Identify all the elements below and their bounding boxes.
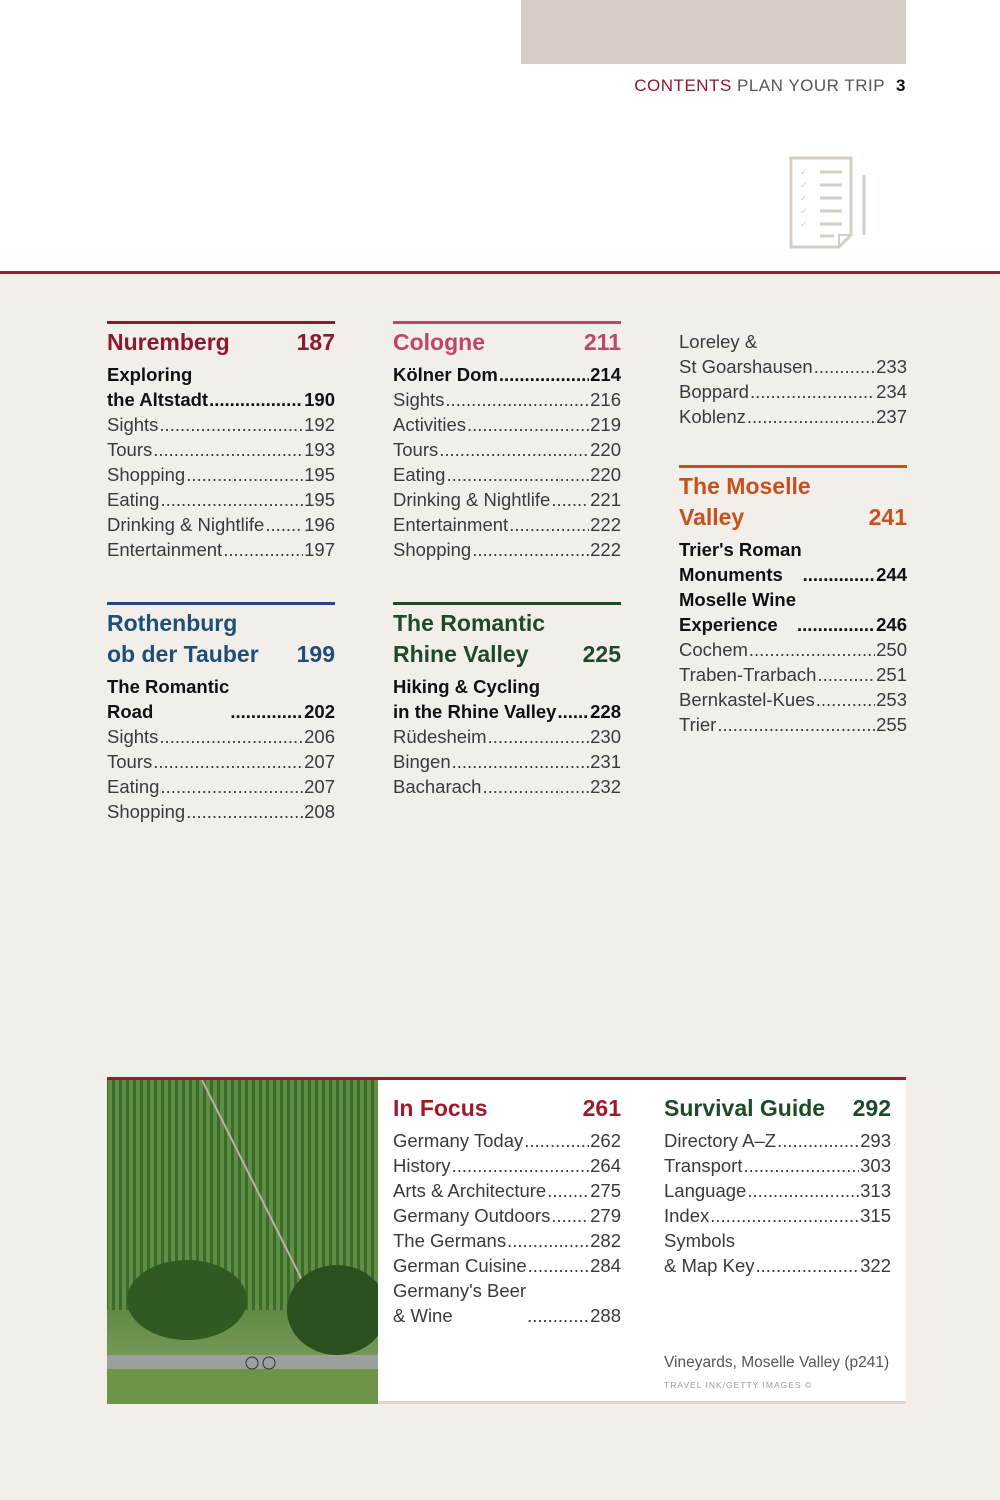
svg-text:✓: ✓ bbox=[800, 194, 808, 204]
entry-label: Directory A–Z bbox=[664, 1130, 777, 1151]
entry-page: 234 bbox=[876, 381, 907, 402]
dot-leader bbox=[750, 379, 875, 404]
dot-leader bbox=[551, 487, 589, 512]
entry-label: Boppard bbox=[679, 381, 749, 402]
checklist-icon bbox=[788, 155, 870, 251]
section-title: Survival Guide bbox=[664, 1095, 826, 1121]
bottom-panel bbox=[107, 1077, 906, 1404]
dot-leader bbox=[528, 1253, 589, 1278]
dot-leader bbox=[717, 712, 875, 737]
toc-entry[interactable] bbox=[679, 662, 907, 687]
entry-label: Eating bbox=[107, 489, 160, 510]
entry-page: 288 bbox=[590, 1305, 621, 1326]
entry-label: The Germans bbox=[393, 1230, 507, 1251]
dot-leader bbox=[223, 537, 303, 562]
entry-page: 279 bbox=[590, 1205, 621, 1226]
entry-page: 275 bbox=[590, 1180, 621, 1201]
toc-entry[interactable] bbox=[393, 724, 621, 749]
toc-entry[interactable] bbox=[393, 749, 621, 774]
dot-leader bbox=[743, 1153, 859, 1178]
column-1 bbox=[107, 321, 335, 864]
entry-label: Sights bbox=[107, 726, 159, 747]
section-title: In Focus bbox=[393, 1095, 488, 1121]
entry-label: Trier bbox=[679, 714, 717, 735]
entry-label: Drinking & Nightlife bbox=[393, 489, 551, 510]
toc-entry[interactable] bbox=[107, 437, 335, 462]
toc-entry[interactable] bbox=[393, 387, 621, 412]
section-focus bbox=[393, 1090, 621, 1328]
dot-leader bbox=[803, 562, 875, 587]
toc-entry[interactable] bbox=[393, 1128, 621, 1153]
entry-page: 262 bbox=[590, 1130, 621, 1151]
dot-leader bbox=[153, 437, 303, 462]
dot-leader bbox=[153, 749, 303, 774]
dot-leader bbox=[557, 699, 589, 724]
entry-label: Loreley & St Goarshausen bbox=[679, 331, 813, 377]
entry-page: 303 bbox=[860, 1155, 891, 1176]
toc-entry[interactable] bbox=[679, 637, 907, 662]
toc-entry[interactable] bbox=[664, 1153, 891, 1178]
svg-text:✓: ✓ bbox=[800, 168, 808, 178]
entry-page: 255 bbox=[876, 714, 907, 735]
entry-page: 251 bbox=[876, 664, 907, 685]
section-heading[interactable] bbox=[664, 1090, 891, 1124]
toc-entry[interactable] bbox=[393, 487, 621, 512]
entry-page: 282 bbox=[590, 1230, 621, 1251]
toc-entry[interactable] bbox=[679, 587, 907, 637]
toc-entry[interactable] bbox=[393, 437, 621, 462]
entry-page: 246 bbox=[876, 614, 907, 635]
svg-text:✓: ✓ bbox=[800, 207, 808, 217]
section-survival bbox=[664, 1090, 891, 1278]
dot-leader bbox=[452, 1153, 590, 1178]
entry-label: Sights bbox=[393, 389, 445, 410]
entry-label: Rüdesheim bbox=[393, 726, 487, 747]
entry-label: Drinking & Nightlife bbox=[107, 514, 265, 535]
dot-leader bbox=[507, 1228, 589, 1253]
section-rhine bbox=[393, 602, 621, 799]
section-page: 241 bbox=[868, 504, 907, 530]
dot-leader bbox=[265, 512, 303, 537]
dot-leader bbox=[524, 1128, 589, 1153]
toc-entry[interactable] bbox=[393, 1253, 621, 1278]
entry-page: 207 bbox=[304, 776, 335, 797]
toc-entry[interactable] bbox=[679, 537, 907, 587]
section-page: 187 bbox=[296, 329, 335, 355]
entry-label: Shopping bbox=[393, 539, 472, 560]
dot-leader bbox=[452, 749, 590, 774]
section-page: 225 bbox=[582, 641, 621, 667]
entry-label: Arts & Architecture bbox=[393, 1180, 547, 1201]
dot-leader bbox=[446, 462, 589, 487]
dot-leader bbox=[816, 687, 875, 712]
vineyard-photo bbox=[107, 1080, 378, 1404]
entry-label: Koblenz bbox=[679, 406, 746, 427]
section-nuremberg bbox=[107, 321, 335, 562]
entry-page: 219 bbox=[590, 414, 621, 435]
column-2 bbox=[393, 321, 621, 839]
entry-page: 293 bbox=[860, 1130, 891, 1151]
entry-page: 220 bbox=[590, 464, 621, 485]
entry-page: 193 bbox=[304, 439, 335, 460]
entry-label: Exploring the Altstadt bbox=[107, 364, 209, 410]
entry-label: Bingen bbox=[393, 751, 451, 772]
entry-page: 253 bbox=[876, 689, 907, 710]
dot-leader bbox=[527, 1303, 589, 1328]
section-heading[interactable] bbox=[679, 468, 907, 533]
entry-label: Traben-Trarbach bbox=[679, 664, 817, 685]
toc-entry[interactable] bbox=[107, 462, 335, 487]
toc-entry[interactable] bbox=[393, 674, 621, 724]
entry-label: Moselle Wine Experience bbox=[679, 589, 797, 635]
toc-entry[interactable] bbox=[107, 749, 335, 774]
toc-entry[interactable] bbox=[679, 404, 907, 429]
entry-page: 250 bbox=[876, 639, 907, 660]
section-heading[interactable] bbox=[107, 605, 335, 670]
entry-label: Transport bbox=[664, 1155, 743, 1176]
section-title: Nuremberg bbox=[107, 329, 230, 355]
section-label: PLAN YOUR TRIP bbox=[737, 76, 885, 95]
dot-leader bbox=[445, 387, 589, 412]
toc-entry[interactable] bbox=[107, 362, 335, 412]
entry-label: Sights bbox=[107, 414, 159, 435]
section-title: The Moselle Valley bbox=[679, 473, 811, 530]
dot-leader bbox=[160, 487, 303, 512]
entry-label: Hiking & Cycling in the Rhine Valley bbox=[393, 676, 557, 722]
entry-label: Germany's Beer & Wine bbox=[393, 1280, 527, 1326]
entry-label: Tours bbox=[107, 439, 153, 460]
entry-label: Bernkastel-Kues bbox=[679, 689, 815, 710]
svg-text:✓: ✓ bbox=[800, 181, 808, 191]
toc-entry[interactable] bbox=[107, 724, 335, 749]
dot-leader bbox=[551, 1203, 589, 1228]
dot-leader bbox=[467, 412, 589, 437]
section-title: Cologne bbox=[393, 329, 485, 355]
toc-entry[interactable] bbox=[107, 774, 335, 799]
dot-leader bbox=[499, 362, 589, 387]
entry-page: 233 bbox=[876, 356, 907, 377]
toc-entry[interactable] bbox=[393, 1228, 621, 1253]
entry-page: 284 bbox=[590, 1255, 621, 1276]
entry-page: 237 bbox=[876, 406, 907, 427]
entry-label: Eating bbox=[107, 776, 160, 797]
entry-page: 232 bbox=[590, 776, 621, 797]
dot-leader bbox=[710, 1203, 859, 1228]
dot-leader bbox=[186, 462, 303, 487]
dot-leader bbox=[160, 774, 303, 799]
entry-label: German Cuisine bbox=[393, 1255, 527, 1276]
toc-entry[interactable] bbox=[679, 712, 907, 737]
column-3 bbox=[679, 329, 907, 777]
dot-leader bbox=[777, 1128, 859, 1153]
dot-leader bbox=[472, 537, 589, 562]
entry-label: Tours bbox=[393, 439, 439, 460]
entry-page: 192 bbox=[304, 414, 335, 435]
dot-leader bbox=[482, 774, 589, 799]
dot-leader bbox=[509, 512, 589, 537]
entry-label: Trier's Roman Monuments bbox=[679, 539, 802, 585]
entry-page: 222 bbox=[590, 514, 621, 535]
entry-label: Cochem bbox=[679, 639, 748, 660]
entry-label: Germany Today bbox=[393, 1130, 524, 1151]
contents-label: CONTENTS bbox=[634, 76, 732, 95]
entry-page: 221 bbox=[590, 489, 621, 510]
section-title: Rothenburg ob der Tauber bbox=[107, 610, 259, 667]
section-heading[interactable] bbox=[107, 324, 335, 358]
toc-entry[interactable] bbox=[393, 362, 621, 387]
toc-entry[interactable] bbox=[107, 487, 335, 512]
entry-page: 214 bbox=[590, 364, 621, 385]
entry-label: Tours bbox=[107, 751, 153, 772]
entry-page: 195 bbox=[304, 464, 335, 485]
section-heading[interactable] bbox=[393, 1090, 621, 1124]
entry-label: Shopping bbox=[107, 801, 186, 822]
entry-label: Shopping bbox=[107, 464, 186, 485]
entry-label: Index bbox=[664, 1205, 710, 1226]
entry-page: 244 bbox=[876, 564, 907, 585]
entry-label: Language bbox=[664, 1180, 747, 1201]
entry-label: Activities bbox=[393, 414, 466, 435]
toc-entry[interactable] bbox=[393, 537, 621, 562]
entry-page: 206 bbox=[304, 726, 335, 747]
entry-page: 322 bbox=[860, 1255, 891, 1276]
toc-entry[interactable] bbox=[664, 1228, 891, 1278]
dot-leader bbox=[547, 1178, 589, 1203]
toc-entry[interactable] bbox=[393, 1153, 621, 1178]
section-title: The Romantic Rhine Valley bbox=[393, 610, 546, 667]
dot-leader bbox=[488, 724, 590, 749]
section-heading[interactable] bbox=[393, 324, 621, 358]
dot-leader bbox=[747, 404, 875, 429]
toc-entry[interactable] bbox=[664, 1178, 891, 1203]
section-page: 199 bbox=[296, 641, 335, 667]
dot-leader bbox=[817, 662, 875, 687]
section-page: 261 bbox=[582, 1095, 621, 1121]
toc-entry[interactable] bbox=[664, 1128, 891, 1153]
section-rothenburg bbox=[107, 602, 335, 824]
toc-entry[interactable] bbox=[393, 462, 621, 487]
entry-page: 202 bbox=[304, 701, 335, 722]
dot-leader bbox=[814, 354, 875, 379]
survival-column bbox=[664, 1090, 891, 1318]
entry-page: 197 bbox=[304, 539, 335, 560]
dot-leader bbox=[439, 437, 589, 462]
svg-text:✓: ✓ bbox=[800, 220, 808, 230]
running-head bbox=[634, 76, 906, 96]
photo-credit: TRAVEL INK/GETTY IMAGES © bbox=[664, 1380, 813, 1390]
section-page: 292 bbox=[852, 1095, 891, 1121]
entry-page: 315 bbox=[860, 1205, 891, 1226]
entry-label: Eating bbox=[393, 464, 446, 485]
dot-leader bbox=[209, 387, 303, 412]
section-moselle bbox=[679, 465, 907, 737]
dot-leader bbox=[749, 637, 875, 662]
toc-entry[interactable] bbox=[664, 1203, 891, 1228]
toc-entry[interactable] bbox=[679, 379, 907, 404]
page-header bbox=[0, 0, 1000, 274]
toc-entry[interactable] bbox=[393, 512, 621, 537]
section-cologne bbox=[393, 321, 621, 562]
entry-page: 230 bbox=[590, 726, 621, 747]
page-number: 3 bbox=[896, 76, 906, 95]
photo-caption: Vineyards, Moselle Valley (p241) bbox=[664, 1354, 890, 1371]
entry-page: 196 bbox=[304, 514, 335, 535]
toc-entry[interactable] bbox=[107, 537, 335, 562]
dot-leader bbox=[797, 612, 875, 637]
toc-entry[interactable] bbox=[107, 674, 335, 724]
entry-page: 190 bbox=[304, 389, 335, 410]
entry-page: 220 bbox=[590, 439, 621, 460]
dot-leader bbox=[230, 699, 303, 724]
toc-entry[interactable] bbox=[679, 329, 907, 379]
entry-page: 313 bbox=[860, 1180, 891, 1201]
entry-page: 207 bbox=[304, 751, 335, 772]
entry-page: 222 bbox=[590, 539, 621, 560]
entry-page: 216 bbox=[590, 389, 621, 410]
entry-page: 264 bbox=[590, 1155, 621, 1176]
toc-entry[interactable] bbox=[393, 412, 621, 437]
entry-label: The Romantic Road bbox=[107, 676, 230, 722]
dot-leader bbox=[747, 1178, 859, 1203]
entry-page: 231 bbox=[590, 751, 621, 772]
toc-entry[interactable] bbox=[393, 774, 621, 799]
dot-leader bbox=[186, 799, 303, 824]
entry-page: 228 bbox=[590, 701, 621, 722]
entry-page: 208 bbox=[304, 801, 335, 822]
entry-label: Kölner Dom bbox=[393, 364, 498, 385]
toc-entry[interactable] bbox=[107, 412, 335, 437]
section-heading[interactable] bbox=[393, 605, 621, 670]
section-rhine-cont bbox=[679, 329, 907, 429]
toc-entry[interactable] bbox=[679, 687, 907, 712]
toc-entry[interactable] bbox=[107, 799, 335, 824]
toc-entry[interactable] bbox=[393, 1278, 621, 1328]
toc-entry[interactable] bbox=[107, 512, 335, 537]
in-focus-column bbox=[393, 1090, 621, 1368]
header-tab bbox=[521, 0, 906, 64]
entry-label: Entertainment bbox=[393, 514, 509, 535]
entry-page: 195 bbox=[304, 489, 335, 510]
toc-entry[interactable] bbox=[393, 1203, 621, 1228]
section-page: 211 bbox=[583, 329, 621, 355]
entry-label: Entertainment bbox=[107, 539, 223, 560]
entry-label: History bbox=[393, 1155, 451, 1176]
dot-leader bbox=[159, 412, 303, 437]
toc-entry[interactable] bbox=[393, 1178, 621, 1203]
dot-leader bbox=[756, 1253, 860, 1278]
entry-label: Germany Outdoors bbox=[393, 1205, 551, 1226]
entry-label: Symbols & Map Key bbox=[664, 1230, 755, 1276]
entry-label: Bacharach bbox=[393, 776, 482, 797]
vineyard-illustration bbox=[107, 1080, 378, 1404]
dot-leader bbox=[159, 724, 303, 749]
